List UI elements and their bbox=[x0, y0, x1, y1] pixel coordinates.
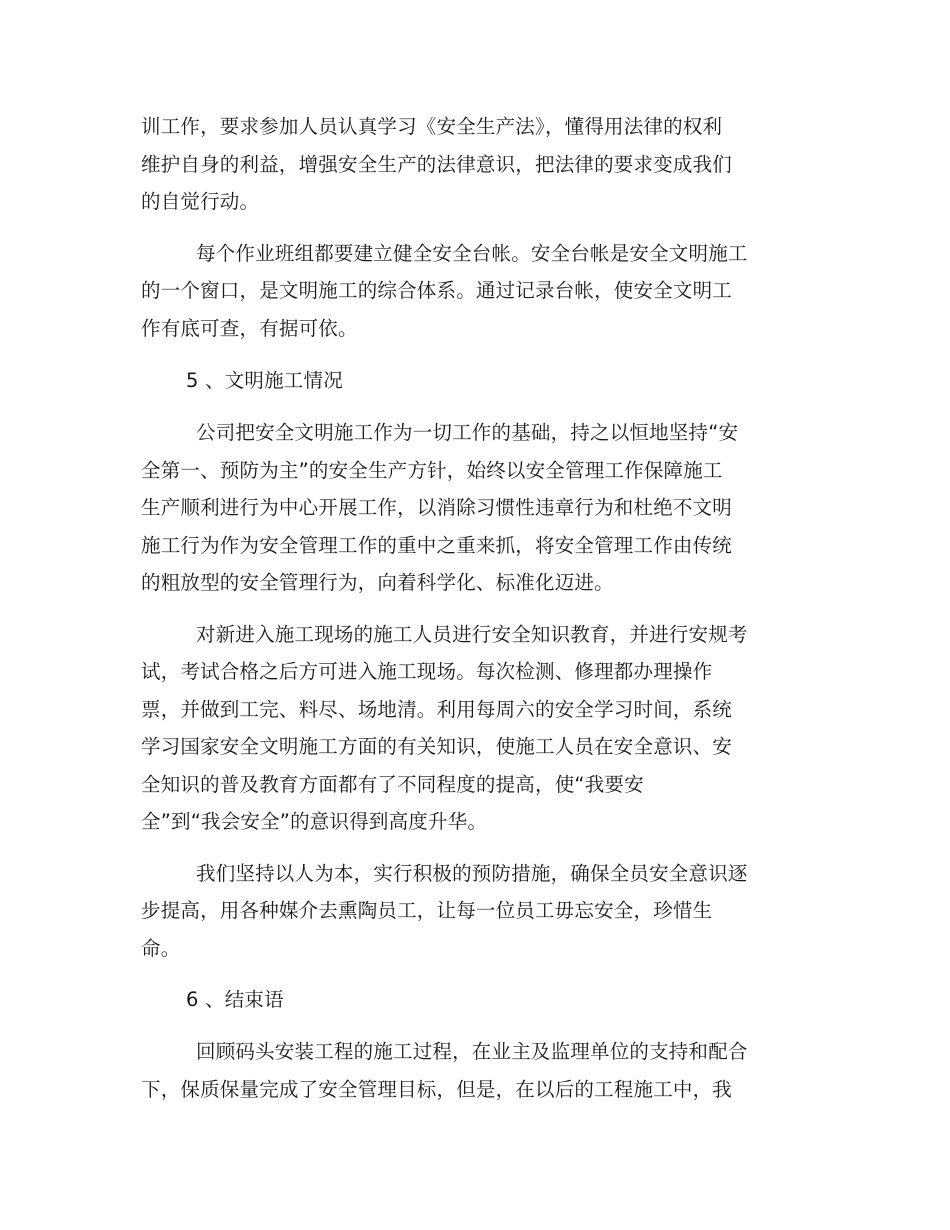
text-line: 训工作，要求参加人员认真学习《安全生产法》，懂得用法律的权利 bbox=[141, 115, 723, 138]
paragraph-start-line: 我们坚持以人为本，实行积极的预防措施，确保全员安全意识逐 bbox=[196, 862, 748, 885]
paragraph-start-line: 回顾码头安装工程的施工过程，在业主及监理单位的支持和配合 bbox=[196, 1040, 748, 1063]
text-line: 全知识的普及教育方面都有了不同程度的提高，使“我要安 bbox=[141, 773, 644, 796]
paragraph-start-line: 公司把安全文明施工作为一切工作的基础，持之以恒地坚持“安 bbox=[196, 421, 739, 444]
text-line: 的自觉行动。 bbox=[141, 190, 260, 213]
text-line: 施工行为作为安全管理工作的重中之重来抓，将安全管理工作由传统 bbox=[141, 534, 733, 557]
paragraph-start-line: 每个作业班组都要建立健全安全台帐。安全台帐是安全文明施工 bbox=[196, 242, 748, 265]
text-line: 的一个窗口，是文明施工的综合体系。通过记录台帐，使安全文明工 bbox=[141, 279, 733, 302]
section-heading: 6 、结束语 bbox=[186, 988, 284, 1011]
text-line: 生产顺利进行为中心开展工作，以消除习惯性违章行为和杜绝不文明 bbox=[141, 496, 733, 519]
text-line: 的粗放型的安全管理行为，向着科学化、标准化迈进。 bbox=[141, 571, 614, 594]
text-line: 试，考试合格之后方可进入施工现场。每次检测、修理都办理操作 bbox=[141, 660, 713, 683]
text-line: 命。 bbox=[141, 937, 181, 960]
text-line: 学习国家安全文明施工方面的有关知识，使施工人员在安全意识、安 bbox=[141, 735, 733, 758]
text-line: 作有底可查，有据可依。 bbox=[141, 317, 358, 340]
text-line: 全第一、预防为主”的安全生产方针，始终以安全管理工作保障施工 bbox=[141, 459, 723, 482]
text-line: 票，并做到工完、料尽、场地清。利用每周六的安全学习时间，系统 bbox=[141, 698, 733, 721]
text-line: 步提高，用各种媒介去熏陶员工，让每一位员工毋忘安全，珍惜生 bbox=[141, 899, 713, 922]
section-heading: 5 、文明施工情况 bbox=[186, 369, 343, 392]
text-line: 维护自身的利益，增强安全生产的法律意识，把法律的要求变成我们 bbox=[141, 153, 733, 176]
text-line: 全”到“我会安全”的意识得到高度升华。 bbox=[141, 810, 488, 833]
text-line: 下，保质保量完成了安全管理目标，但是，在以后的工程施工中，我 bbox=[141, 1078, 733, 1101]
paragraph-start-line: 对新进入施工现场的施工人员进行安全知识教育，并进行安规考 bbox=[196, 623, 748, 646]
